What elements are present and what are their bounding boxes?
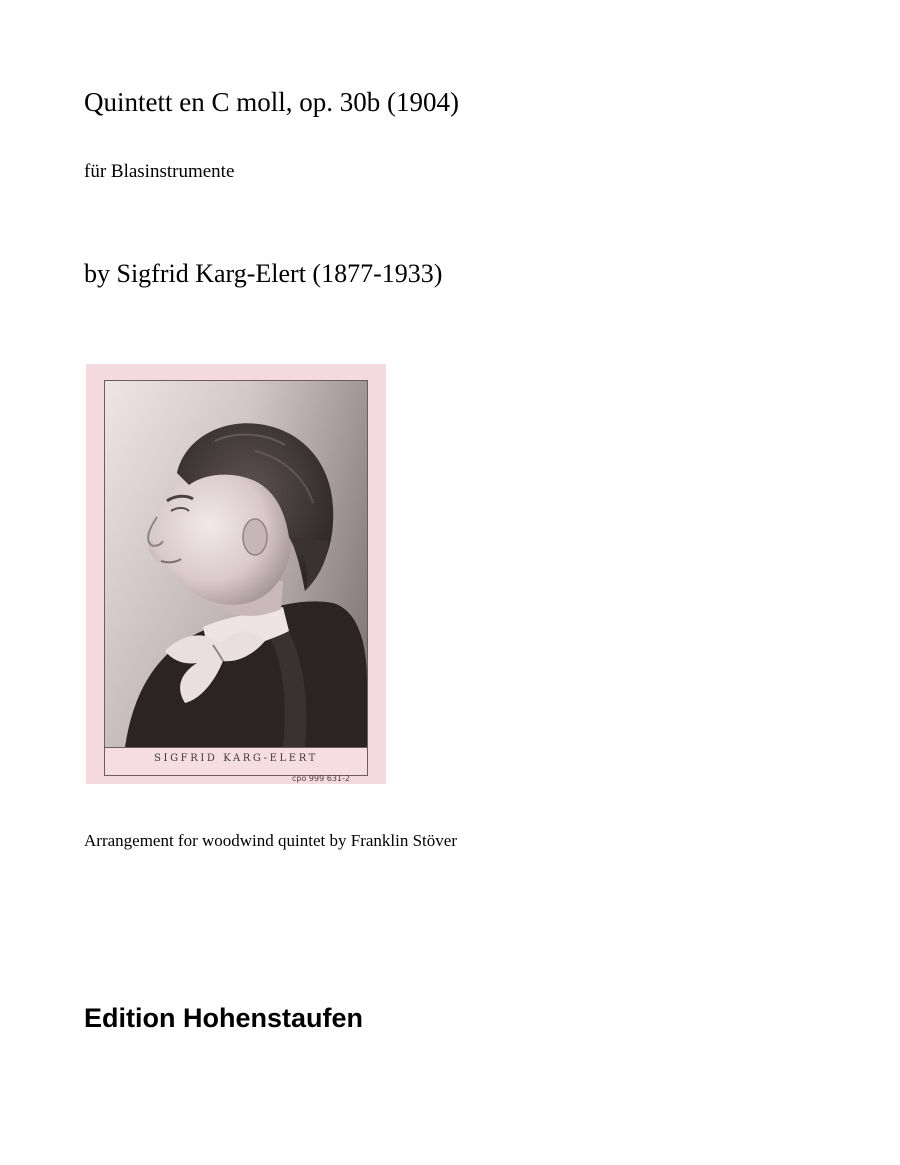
score-title: Quintett en C moll, op. 30b (1904) <box>84 87 459 117</box>
composer-line: by Sigfrid Karg-Elert (1877-1933) <box>84 259 443 288</box>
portrait-frame <box>104 380 368 776</box>
portrait-caption: SIGFRID KARG-ELERT <box>154 753 318 764</box>
composer-portrait-card <box>86 364 386 784</box>
score-subtitle: für Blasinstrumente <box>84 161 235 182</box>
composer-portrait-photo <box>105 381 367 748</box>
publisher-name: Edition Hohenstaufen <box>84 1003 363 1033</box>
arrangement-credit: Arrangement for woodwind quintet by Franklin Stöver <box>84 831 457 850</box>
catalog-number: cpo 999 631-2 <box>292 774 350 783</box>
portrait-image <box>105 381 367 747</box>
